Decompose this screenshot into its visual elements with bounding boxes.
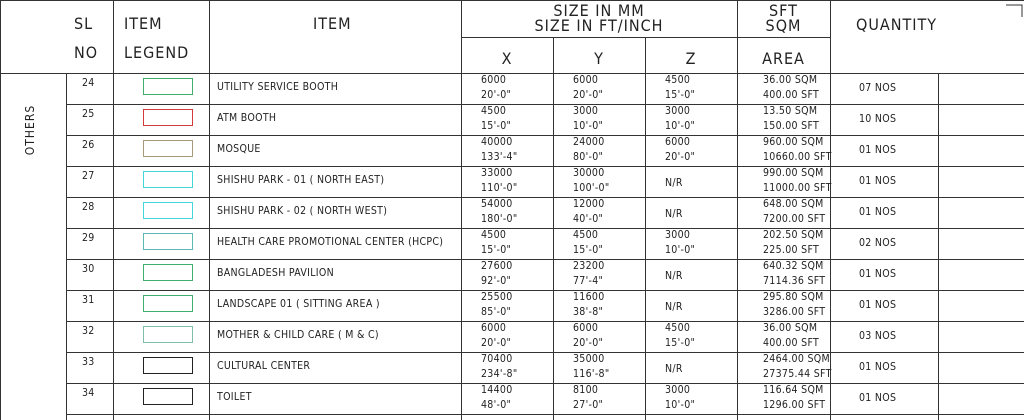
row-x-mm: 54000 <box>481 198 513 210</box>
legend-swatch <box>143 388 193 405</box>
row-z-nr: N/R <box>665 270 683 282</box>
row-area-sft: 7200.00 SFT <box>763 213 826 225</box>
row-x-mm: 4500 <box>481 105 507 117</box>
header-size-mm: SIZE IN MM <box>553 1 645 20</box>
header-y: Y <box>594 49 604 68</box>
row-qty: 01 NOS <box>859 206 897 218</box>
row-qty: 02 NOS <box>859 237 897 249</box>
row-item: MOTHER & CHILD CARE ( M & C) <box>217 329 379 341</box>
header-legend-1: ITEM <box>124 14 163 33</box>
row-z-ft: 15'-0" <box>665 337 696 349</box>
row-x-mm: 6000 <box>481 322 507 334</box>
row-y-ft: 40'-0" <box>573 213 604 225</box>
row-x-mm: 6000 <box>481 74 507 86</box>
row-y-mm: 23200 <box>573 260 605 272</box>
row-x-ft: 110'-0" <box>481 182 518 194</box>
row-divider <box>66 290 1024 291</box>
row-divider <box>66 197 1024 198</box>
row-divider <box>66 352 1024 353</box>
row-y-ft: 27'-0" <box>573 399 604 411</box>
row-y-mm: 3000 <box>573 105 599 117</box>
legend-swatch <box>143 233 193 250</box>
row-qty: 03 NOS <box>859 330 897 342</box>
row-qty: 01 NOS <box>859 144 897 156</box>
legend-swatch <box>143 140 193 157</box>
row-y-mm: 24000 <box>573 136 605 148</box>
row-z-ft: 10'-0" <box>665 399 696 411</box>
row-area-sft: 10660.00 SFT <box>763 151 832 163</box>
row-sl: 27 <box>82 170 95 182</box>
row-y-ft: 77'-4" <box>573 275 604 287</box>
row-area-sqm: 295.80 SQM <box>763 291 824 303</box>
row-y-ft: 80'-0" <box>573 151 604 163</box>
row-x-mm: 25500 <box>481 291 513 303</box>
row-qty: 01 NOS <box>859 268 897 280</box>
row-area-sqm: 202.50 SQM <box>763 229 824 241</box>
row-x-ft: 92'-0" <box>481 275 512 287</box>
row-qty: 01 NOS <box>859 392 897 404</box>
row-y-mm: 6000 <box>573 322 599 334</box>
legend-swatch <box>143 171 193 188</box>
row-z-mm: 4500 <box>665 74 691 86</box>
row-z-mm: 3000 <box>665 384 691 396</box>
legend-swatch <box>143 264 193 281</box>
row-x-ft: 234'-8" <box>481 368 518 380</box>
row-qty: 01 NOS <box>859 361 897 373</box>
row-item: SHISHU PARK - 02 ( NORTH WEST) <box>217 205 388 217</box>
row-y-ft: 20'-0" <box>573 337 604 349</box>
header-quantity: QUANTITY <box>856 15 938 34</box>
row-sl: 33 <box>82 356 95 368</box>
legend-swatch <box>143 357 193 374</box>
row-sl: 25 <box>82 108 95 120</box>
row-x-mm: 27600 <box>481 260 513 272</box>
row-area-sft: 225.00 SFT <box>763 244 820 256</box>
row-area-sft: 150.00 SFT <box>763 120 820 132</box>
row-divider <box>66 259 1024 260</box>
row-sl: 31 <box>82 294 95 306</box>
row-item: BANGLADESH PAVILION <box>217 267 334 279</box>
header-item: ITEM <box>313 14 352 33</box>
row-area-sft: 3286.00 SFT <box>763 306 826 318</box>
legend-swatch <box>143 78 193 95</box>
row-x-ft: 20'-0" <box>481 89 512 101</box>
row-y-ft: 15'-0" <box>573 244 604 256</box>
header-z: Z <box>685 49 697 68</box>
row-item: UTILITY SERVICE BOOTH <box>217 81 339 93</box>
row-z-mm: 3000 <box>665 229 691 241</box>
row-area-sft: 11000.00 SFT <box>763 182 832 194</box>
row-x-mm: 4500 <box>481 229 507 241</box>
row-qty: 01 NOS <box>859 299 897 311</box>
row-area-sqm: 640.32 SQM <box>763 260 824 272</box>
row-x-ft: 15'-0" <box>481 120 512 132</box>
row-x-mm: 33000 <box>481 167 513 179</box>
row-divider <box>66 321 1024 322</box>
row-area-sft: 400.00 SFT <box>763 337 820 349</box>
row-x-ft: 20'-0" <box>481 337 512 349</box>
row-x-ft: 15'-0" <box>481 244 512 256</box>
row-sl: 24 <box>82 77 95 89</box>
row-sl: 26 <box>82 139 95 151</box>
row-y-mm: 4500 <box>573 229 599 241</box>
row-area-sqm: 116.64 SQM <box>763 384 824 396</box>
row-area-sqm: 648.00 SQM <box>763 198 824 210</box>
row-area-sqm: 990.00 SQM <box>763 167 824 179</box>
row-x-mm: 40000 <box>481 136 513 148</box>
header-x: X <box>501 49 513 68</box>
row-area-sft: 1296.00 SFT <box>763 399 826 411</box>
row-area-sft: 27375.44 SFT <box>763 368 832 380</box>
legend-swatch <box>143 295 193 312</box>
row-item: ATM BOOTH <box>217 112 277 124</box>
row-qty: 01 NOS <box>859 175 897 187</box>
row-z-nr: N/R <box>665 363 683 375</box>
row-z-mm: 6000 <box>665 136 691 148</box>
header-area: AREA <box>762 49 805 68</box>
row-divider <box>66 135 1024 136</box>
row-x-ft: 48'-0" <box>481 399 512 411</box>
header-no: NO <box>74 43 99 62</box>
row-y-ft: 10'-0" <box>573 120 604 132</box>
row-y-ft: 100'-0" <box>573 182 610 194</box>
row-sl: 28 <box>82 201 95 213</box>
row-y-mm: 35000 <box>573 353 605 365</box>
row-sl: 34 <box>82 387 95 399</box>
header-sft: SFT <box>769 1 798 20</box>
row-z-nr: N/R <box>665 301 683 313</box>
row-divider <box>66 228 1024 229</box>
corner-mark <box>1004 3 1024 19</box>
row-area-sqm: 36.00 SQM <box>763 322 818 334</box>
row-qty: 10 NOS <box>859 113 897 125</box>
row-area-sqm: 36.00 SQM <box>763 74 818 86</box>
header-size-ft: SIZE IN FT/INCH <box>534 16 664 35</box>
row-y-mm: 12000 <box>573 198 605 210</box>
row-z-mm: 3000 <box>665 105 691 117</box>
row-x-ft: 133'-4" <box>481 151 518 163</box>
row-x-mm: 14400 <box>481 384 513 396</box>
header-legend-2: LEGEND <box>124 43 190 62</box>
row-item: LANDSCAPE 01 ( SITTING AREA ) <box>217 298 380 310</box>
row-x-mm: 70400 <box>481 353 513 365</box>
row-divider <box>66 383 1024 384</box>
row-x-ft: 85'-0" <box>481 306 512 318</box>
row-x-ft: 180'-0" <box>481 213 518 225</box>
row-y-mm: 30000 <box>573 167 605 179</box>
row-y-ft: 38'-8" <box>573 306 604 318</box>
row-item: MOSQUE <box>217 143 261 155</box>
row-z-nr: N/R <box>665 208 683 220</box>
row-z-nr: N/R <box>665 177 683 189</box>
row-y-mm: 11600 <box>573 291 605 303</box>
legend-swatch <box>143 109 193 126</box>
legend-swatch <box>143 202 193 219</box>
row-z-ft: 10'-0" <box>665 120 696 132</box>
header-sl: SL <box>74 14 94 33</box>
group-label-text: OTHERS <box>23 104 37 156</box>
row-z-ft: 10'-0" <box>665 244 696 256</box>
row-item: TOILET <box>217 391 252 403</box>
row-item: SHISHU PARK - 01 ( NORTH EAST) <box>217 174 385 186</box>
row-y-ft: 20'-0" <box>573 89 604 101</box>
row-sl: 29 <box>82 232 95 244</box>
row-y-mm: 8100 <box>573 384 599 396</box>
row-item: CULTURAL CENTER <box>217 360 311 372</box>
row-sl: 32 <box>82 325 95 337</box>
row-z-ft: 20'-0" <box>665 151 696 163</box>
row-z-ft: 15'-0" <box>665 89 696 101</box>
row-y-mm: 6000 <box>573 74 599 86</box>
row-z-mm: 4500 <box>665 322 691 334</box>
legend-swatch <box>143 326 193 343</box>
row-qty: 07 NOS <box>859 82 897 94</box>
row-divider <box>66 166 1024 167</box>
row-item: HEALTH CARE PROMOTIONAL CENTER (HCPC) <box>217 236 444 248</box>
row-area-sqm: 960.00 SQM <box>763 136 824 148</box>
group-label-others <box>10 105 50 155</box>
row-area-sqm: 2464.00 SQM <box>763 353 830 365</box>
row-area-sft: 400.00 SFT <box>763 89 820 101</box>
row-y-ft: 116'-8" <box>573 368 610 380</box>
header-sqm: SQM <box>765 16 802 35</box>
row-area-sqm: 13.50 SQM <box>763 105 818 117</box>
row-divider <box>66 414 1024 415</box>
row-area-sft: 7114.36 SFT <box>763 275 826 287</box>
row-divider <box>66 104 1024 105</box>
row-sl: 30 <box>82 263 95 275</box>
